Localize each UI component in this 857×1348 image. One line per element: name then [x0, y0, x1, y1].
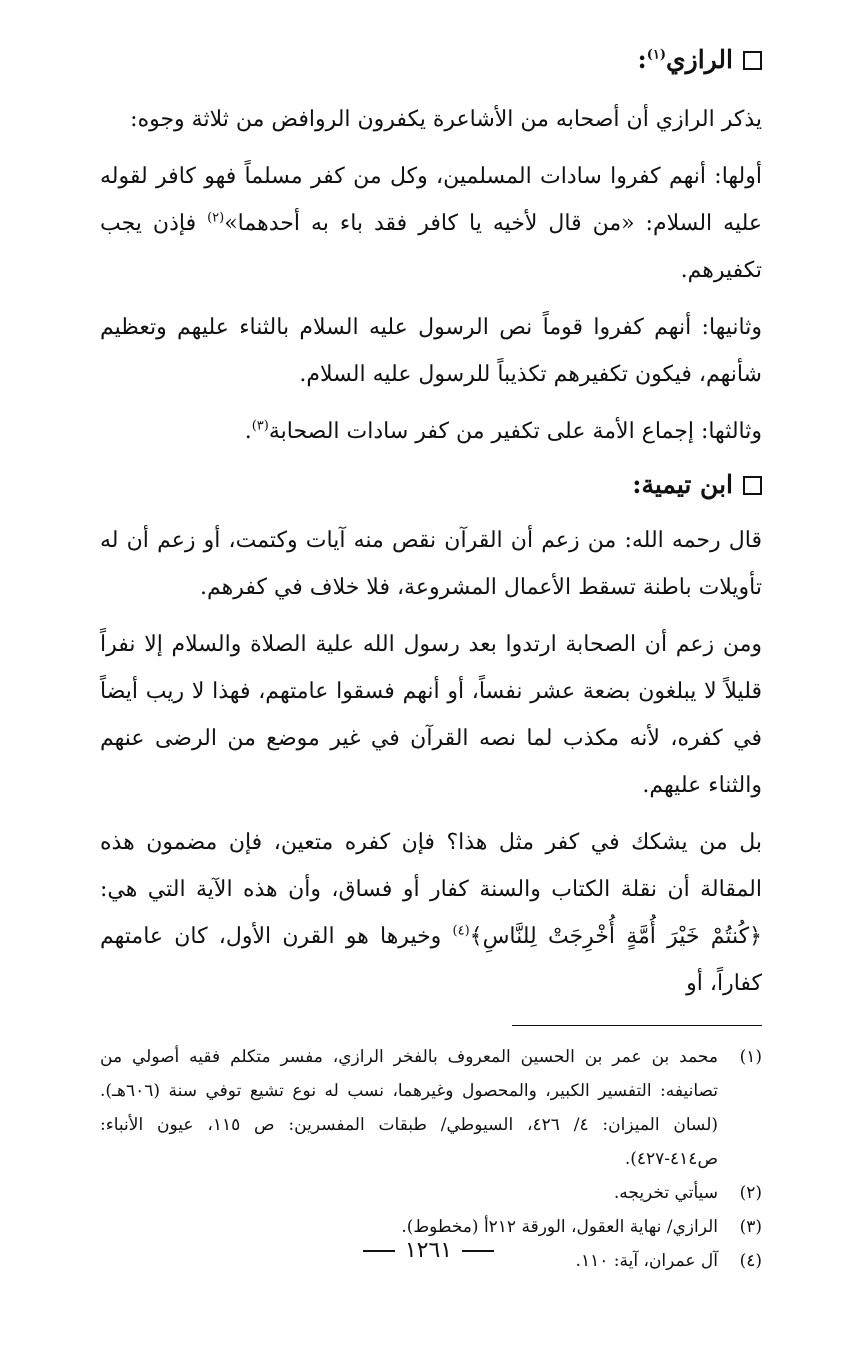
footnote-separator — [512, 1025, 762, 1026]
footnote-ref[interactable]: (٣) — [251, 418, 269, 434]
footnote-number: (١) — [739, 1047, 762, 1067]
dash-divider — [462, 1250, 494, 1252]
footnote-item — [100, 1176, 762, 1210]
footnote-ref[interactable]: (٤) — [452, 923, 470, 939]
footnote-text: آل عمران، آية: ١١٠. — [575, 1251, 718, 1271]
section-heading-razi — [100, 40, 762, 80]
footnote-number: (٢) — [739, 1183, 762, 1203]
paragraph-intro: يذكر الرازي أن أصحابه من الأشاعرة يكفرون الروافض من ثلاثة وجوه: — [130, 107, 762, 132]
footnote-text: سيأتي تخريجه. — [613, 1183, 718, 1203]
footnote-text: الرازي/ نهاية العقول، الورقة ٢١٢أ (مخطوط). — [401, 1217, 718, 1237]
heading-text: ابن تيمية: — [632, 470, 733, 499]
footnote-number: (٤) — [739, 1251, 762, 1271]
page-number-text: ١٢٦١ — [404, 1238, 453, 1263]
dash-divider — [363, 1250, 395, 1252]
footnote-item — [100, 1040, 762, 1176]
heading-text: الرازي$^{(١)}$: — [637, 45, 733, 74]
footnote-number: (٣) — [739, 1217, 762, 1237]
paragraph-taymiyya-2: ومن زعم أن الصحابة ارتدوا بعد رسول الله علية الصلاة والسلام إلا نفراً قليلاً لا يبلغون بضعة عشر نفساً، أو أنهم فسقوا عامتهم، فهذا لا ريب أيضاً في كفره، لأنه مكذب لما نصه القرآن في غير موضع من الرضى عنهم والثناء عليهم. — [100, 632, 762, 798]
paragraph-taymiyya-1: قال رحمه الله: من زعم أن القرآن نقص منه آيات وكتمت، أو زعم أن له تأويلات باطنة تسقط الأعمال المشروعة، فلا خلاف في كفرهم. — [100, 528, 762, 600]
footnote-text: محمد بن عمر بن الحسين المعروف بالفخر الرازي، مفسر متكلم فقيه أصولي من تصانيفه: التفسير الكبير، والمحصول وغيرهما، نسب له نوع تشيع توفي سنة (٦٠٦هـ). (لسان الميزان: ٤/ ٤٢٦، السيوطي/ طبقات المفسرين: ص ١١٥، عيون الأنباء: ص٤١٤-٤٢٧). — [100, 1047, 719, 1169]
paragraph-first: أولها: أنهم كفروا سادات المسلمين، وكل من كفر مسلماً فهو كافر لقوله عليه السلام: «من قال لأخيه يا كافر فقد باء به أحدهما»$^{(٢)}$ فإذن يجب تكفيرهم. — [100, 164, 762, 283]
footnote-ref[interactable]: (٢) — [207, 210, 225, 226]
page-number — [0, 1238, 857, 1263]
footnote-ref[interactable]: (١) — [646, 47, 667, 63]
paragraph-third: وثالثها: إجماع الأمة على تكفير من كفر سادات الصحابة$^{(٣)}$. — [244, 418, 762, 444]
section-heading-ibn-taymiyya — [100, 465, 762, 505]
square-bullet-icon — [743, 476, 762, 495]
page-content — [100, 40, 762, 1278]
paragraph-second: وثانيها: أنهم كفروا قوماً نص الرسول عليه السلام بالثناء عليهم وتعظيم شأنهم، فيكون تكفيرهم تكذيباً للرسول عليه السلام. — [100, 315, 762, 387]
square-bullet-icon — [743, 51, 762, 70]
paragraph-taymiyya-3: بل من يشكك في كفر مثل هذا؟ فإن كفره متعين، فإن مضمون هذه المقالة أن نقلة الكتاب والسنة كفار أو فساق، وأن هذه الآية التي هي: ﴿كُنتُمْ خَيْرَ أُمَّةٍ أُخْرِجَتْ لِلنَّاسِ﴾$^{(٤)}$ وخيرها هو القرن الأول، كان عامتهم كفاراً، أو — [100, 830, 762, 996]
